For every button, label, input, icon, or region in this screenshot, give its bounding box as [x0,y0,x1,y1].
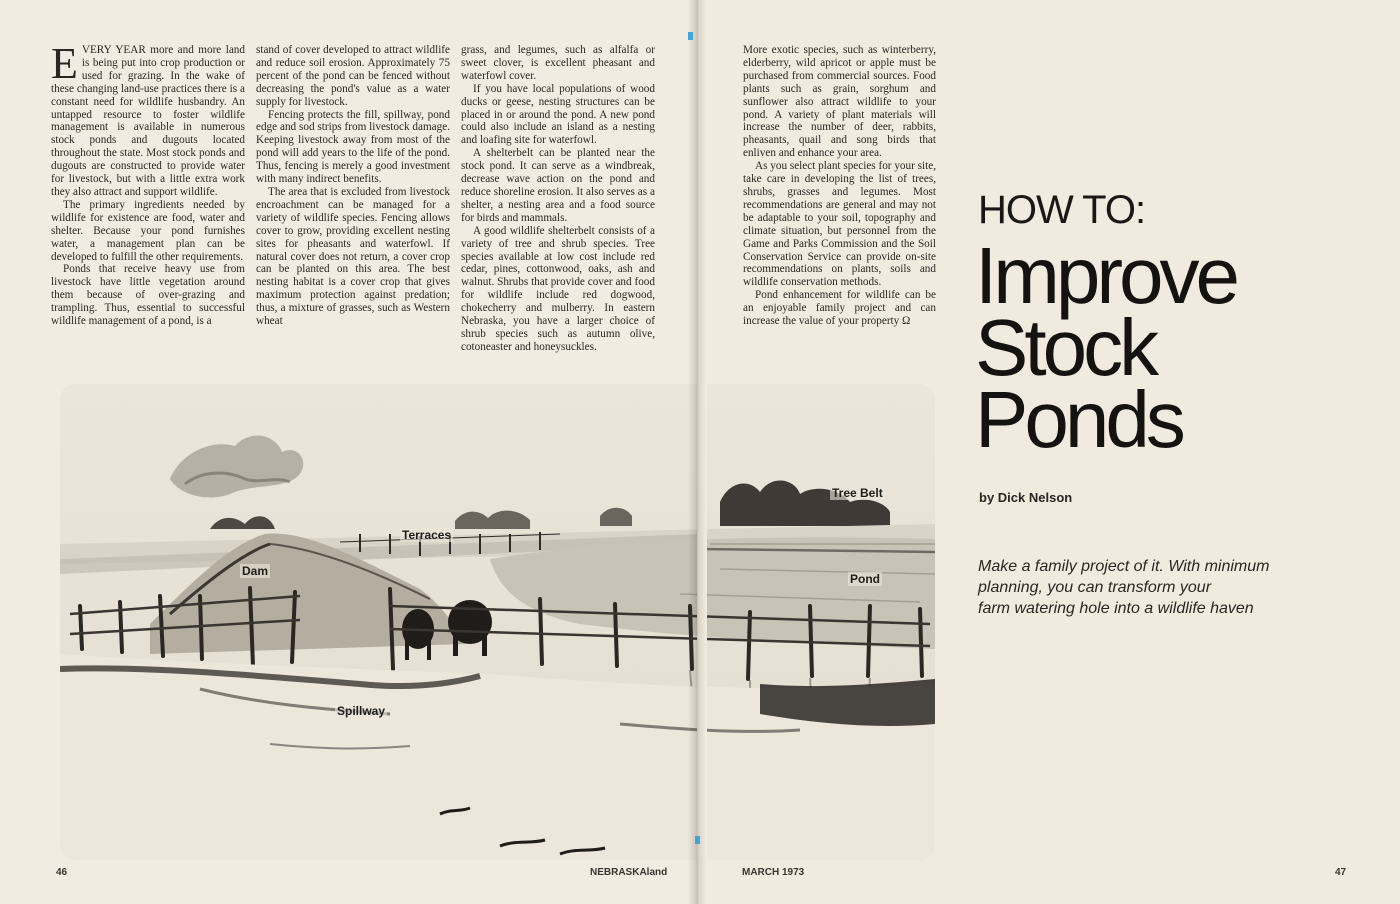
page-number-left: 46 [56,867,68,878]
deck-line: farm watering hole into a wildlife haven [978,600,1254,617]
article-column-2 [256,44,450,328]
registration-mark [695,836,700,844]
running-footer-left: NEBRASKAland [590,867,668,878]
paragraph: grass, and legumes, such as alfalfa or sweet clover, is excellent pheasant and waterfowl cover. [461,44,655,82]
paragraph: More exotic species, such as winterberry, elderberry, wild apricot or apple must be purchased from commercial sources. Food plants such as grain, sorghum and sunflower also attract wildlife to your pond. A variety of plant materials will increase the number of deer, rabbits, pheasants, quail and song birds that enliven and enhance your area. [743,44,936,160]
label-tree-belt: Tree Belt [832,486,883,500]
headline-kicker: HOW TO: [978,188,1146,232]
deck-line: planning, you can transform your [978,579,1212,596]
paragraph: Fencing protects the fill, spillway, pond edge and sod strips from livestock damage. Keeping livestock away from most of the pond will add years to the life of the pond. Thus, fencing is merely a good investment with many indirect benefits. [256,108,450,186]
label-spillway: Spillway [337,704,386,718]
article-column-1 [51,39,245,328]
article-column-3 [461,44,655,354]
paragraph: A good wildlife shelterbelt consists of a variety of tree and shrub species. Tree species available at low cost include red cedar, pines, cottonwood, oaks, ash and walnut. Shrubs that provide cover and food for wildlife include red dogwood, chokecherry and mulberry. In eastern Nebraska, you have a larger choice of shrub species such as autumn olive, cotoneaster and honeysuckles. [461,224,655,353]
paragraph: stand of cover developed to attract wildlife and reduce soil erosion. Approximately 75 percent of the pond can be fenced without decreasing the pond's value as a water supply for livestock. [256,44,450,108]
headline-line: Improve [975,231,1236,320]
paragraph: If you have local populations of wood ducks or geese, nesting structures can be placed in or around the pond. A new pond could also include an island as a nesting and loafing site for waterfowl. [461,82,655,147]
registration-mark [688,32,693,40]
label-terraces: Terraces [402,528,452,542]
paragraph: Pond enhancement for wildlife can be an enjoyable family project and can increase the value of your property Ω [743,289,936,328]
page-number-right: 47 [1335,867,1347,878]
headline-line: Ponds [975,375,1182,464]
running-footer-right: MARCH 1973 [742,867,805,878]
landscape-drawing [60,384,935,860]
paragraph: Ponds that receive heavy use from livestock have little vegetation around them because of over-grazing and trampling. Thus, essential to successful wildlife management of a pond, is a [51,263,245,328]
headline-line: Stock [975,303,1156,392]
label-dam: Dam [242,564,269,578]
byline: by Dick Nelson [979,490,1073,505]
paragraph: VERY YEAR more and more land is being put into crop production or used for grazing. In the wake of these changing land-use practices there is a constant need for wildlife husbandry. An untapped resource to foster wildlife management is available in numerous stock ponds and dugouts located throughout the state. Most stock ponds and dugouts are constructed to provide water for livestock, but with a little extra work they also attract and support wildlife. [51,44,245,198]
deck-line: Make a family project of it. With minimum [978,558,1270,575]
paragraph: As you select plant species for your site, take care in developing the list of trees, shrubs, grasses and legumes. Most recommendations are general and may not be adaptable to your soil, topography and climate situation, but personnel from the Game and Parks Commission and the Soil Conservation Service can provide on-site recommendations on plants, soils and wildlife conservation methods. [743,160,936,289]
deck [978,556,1318,619]
paragraph: The area that is excluded from livestock encroachment can be managed for a variety of wildlife species. Fencing allows cover to grow, providing excellent nesting sites for pheasants and waterfowl. If natural cover does not return, a cover crop can be planted on this area. The best nesting habitat is a cover crop that gives maximum protection against predation; thus, a mixture of grasses, such as Western wheat [256,185,450,328]
headline-title [975,231,1236,464]
pond-illustration [60,384,935,860]
paragraph: The primary ingredients needed by wildlife for existence are food, water and shelter. Because your pond furnishes water, a management plan can be developed to fulfill the other requirements. [51,198,245,263]
article-column-4 [743,44,936,328]
paragraph: A shelterbelt can be planted near the stock pond. It can serve as a windbreak, decrease wave action on the pond and reduce shoreline erosion. It also serves as a shelter, a nesting area and a food source for birds and mammals. [461,147,655,224]
label-pond: Pond [850,572,880,586]
drop-cap: E [51,39,78,88]
spine-shadow [688,0,706,904]
